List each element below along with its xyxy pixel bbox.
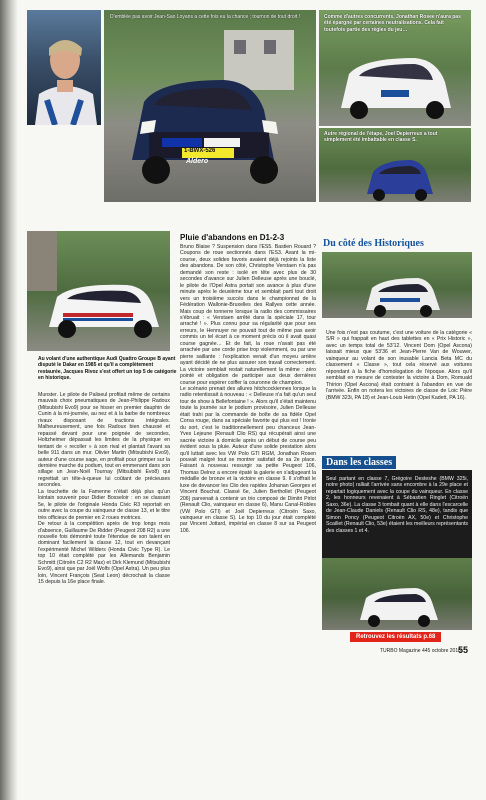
col1-paragraph: De retour à la compétition après de trop longs mois d'absence, Guillaume De Ridder (Peugeot 208 R2) a une nouvelle fois démontré toute l'étendue de son talent en dominant facilement la classe 12, tout en devançant l'expérimenté Michel Wilders (Honda Civic Type R). Le top 10 était complété par les Allemands Benjamin Schmitt (Citroën C2 R2 Max) et Dirk Klemund (Mitsubishi Evo9), ainsi que par Joël Wolfs (Opel Astra). Un peu plus loin, Vincent François (Seat Leon) décrochait la classe 15 depuis la 16e place finale. [38,521,170,586]
classes-heading: Dans les classes [322,456,396,469]
classes-text: Seul partant en classe 7, Grégoire Desteshe (BMW 325i, notre photo) ralliait l'arrivée sans encombre à la 29e place et repartait logiquement avec la coupe du vainqueur. En classe 2, les honneurs revenaient à Sébastien Ringlet (Citroën Saxo, 36e). La classe 3 tombait quant à elle dans l'escarcelle de Jean-Claude Daniels (Renault Clio RS, 48e), tandis que Simon Poncy (Peugeot Citroën AX, 50e) et Christophe Scaillet (Renault Clio, 53e) étaient les meilleurs représentants des classes 1 et 4. [326,476,468,534]
historic-car-photo [322,252,472,318]
driver-caption: D'emblée pas avoir Jean-Sao Loyans a cette fois eu la chance ; tournon de tout droit ! [110,14,300,20]
rosee-caption: Comme d'autres concurrents, Jonathan Rosee n'aura pas été épargné par certaines neutralisations. Cela fait toutefois partie des règles du jeu… [324,14,461,33]
bmw-car-photo [322,558,472,630]
col2-paragraph: Bruno Blaise ? Suspension dans l'ES5. Bastien Rouard ? Coupons de roue sectionnés dans l'ES3. Avant la mi-course, deux solides favoris avaient déjà rejoints la liste des abandons. De son côté, Christophe Verstaen n'a pas demandé son reste : isolé en tête avec plus de 30 secondes d'avance sur Julien Delleuse après une bouclé, le pilote de l'Opel Astra portait son avance à plus d'une minute après le deuxième tour et semblait parti tout droit vers un troisième succès dans le championnat de la Fédération Wallonie-Bruxelles des Rallyes cette année. Mais coup de tonnerre lorsque la radio des commissaires s'ébruait : « Verstaen arrêté dans la spéciale 17, tour arraché ! ». Plus connu pour sa régularité que pour ses erreurs, le Hennuyer ne pouvait tout de même pas avoir commis un tel écart à ce moment précis où il avait quasi course gagnée… Et de fait, la roue n'avait pas été arrachée par une corde prise trop violemment, ou par une pierre saillante : l'explication venait d'un moyeu arrière ayant décidé de ne plus assurer son travail correctement. La victoire semblait restait naturellement la même : zéro pointé et obligation de participer aux deux dernières course pour espérer coiffer la couronne de champion. [180,244,316,386]
driver-portrait-photo [27,10,101,125]
column-1 [38,392,170,586]
results-link[interactable]: Retrouvez les résultats p.68 [350,632,441,642]
page-number: 55 [458,645,469,655]
page-binding-shadow [0,0,18,800]
audi-car-icon [27,231,170,351]
bmw-car-icon [322,558,472,630]
audi-quattro-photo [27,231,170,351]
historiques-heading: Du côté des Historiques [323,238,424,249]
depierreux-caption: Autre régional de l'étape, Joel Depierreux a tout simplement été imbattable en classe S. [324,131,438,144]
col2-paragraph: Le scénario prenait des allures hitchcockiennes lorsque la radio retentissait à nouveau : « Delleuse n'a fait qu'un seul tour de show à Bellefontaine ! ». Alors qu'il s'était maintenu toute la journée sur le podium provisoire, Julien Delleuse était trahi par la commande de boîte de sa fidèle Opel Corsa rouge, dans sa spéciale favorite qui plus est ! Ironie du sort, c'est le traditionnellement peu chanceux Jean-Yves Lejeune (Renault Clio RS) qui récupérait ainsi une sacrée victoire à domicile après un début de course peu évident sous la pluie. Auteur d'une solide prestation alors qu'il luttait avec les VW Polo GTI RGM, Jonathan Rosen pouvait malgré tout se montrer satisfait de sa 2e place. Faisant à nouveau ressurgir sa petite Peugeot 106, Thomas Delrez a encore épaté la galerie en s'adjugeant la médaille de bronze et la victoire en classe 9. Il s'offrait le luxe de devancer les Clio des rapides Johanan Georges et Vincent Bouchat. Classé 6e, Julien Berthollet (Peugeot 206) parvenait à contenir un trio composé de Dimitri Pirlot (Renault Clio, vainqueur en classe 6), Manu Canal-Robles (VW Polo GTI) et Joël Depierreux (Citroën Saxo, vainqueur en classe S). Le top 10 du jour était complété par Vincent Jottard, impérial en classe 8 sur sa Peugeot 106. [180,385,316,534]
col1-paragraph: La touchette de la Famenne n'était déjà plus qu'un lointain souvenir pour Didier Bosseloir : en se classant 5e, le pilote de l'originale Honda Civic R3 reportait en outre avec la coupe du vainqueur de classe 13, et le titre très officieux de premier en 2 roues motrices. [38,488,170,521]
car-plate: 1-BWX-526 [184,148,216,154]
driver-figure-icon [27,10,101,125]
historic-car-icon [322,252,472,318]
column-2 [180,244,316,534]
col1-paragraph: Munster. Le pilote de Paliseul profitait même de certains mauvais choix pneumatiques de Jean-Philippe Radoux (Mitsubishi Evo9) pour se hisser en premier dauphin de Cunin à la mi-journée, au nez et à la barbe de nombreux rivaux disposant de tractions intégrales. Malheureusement, une fois Radoux bien chaussé et repassé devant pour une poignée de secondes, Holtzheimer dépassait les limites de la physique en tentant de « recoller » à son rival et plantait l'avant sa belle 911 dans un mur. Olivier Martin (Mitsubishi Evo9), auteur d'une course sage, en profitait pour grimper sur la dernière marche du podium, tout en emmenant dans son sillage un Jean-Noël Tournay (Mitsubishi Evo8) qui regrettait un tête-à-queue lui coûtant de précieuses secondes. [38,392,170,489]
page-footer: TURBO Magazine 445 octobre 2016 [380,648,461,654]
main-car-photo [104,10,316,202]
historiques-text: Une fois n'est pas coutume, c'est une voiture de la catégorie « S/R » qui frappait en haut des tablettes en « Prix Historic », avec un temps total de 53'12. Vincent Dom (Opel Ascona) laissait mieux que 53'36 et Jean-Pierre Van de Wouwer, vainqueur au volant de son inusable Lancia Beta MC du classement « Classe », tout cela réservé aux voitures répondant à la fiche d'homologation de l'époque. Alors qu'il semblait en mesure de contester la victoire à Dom, Romuald Thirion (Opel Ascona) était contraint à l'abandon en vue de l'arrivée. Enfin on notera les victoires de classe de Loic Pière (BMW 323i, PA 18) et Jean-Louis Hetin (Opel Kadett, PA 16). [326,330,472,401]
audi-caption: Au volant d'une authentique Audi Quattro Groupe B ayant disputé le Dakar en 1985 et qu'il a complètement restaurée, Jacques Rivoz s'est offert un top 5 de catégorie en historique. [38,356,177,381]
main-heading: Pluie d'abandons en D1-2-3 [180,233,285,242]
clio-car-icon [104,10,316,202]
car-sponsor: Aldero [186,158,209,165]
